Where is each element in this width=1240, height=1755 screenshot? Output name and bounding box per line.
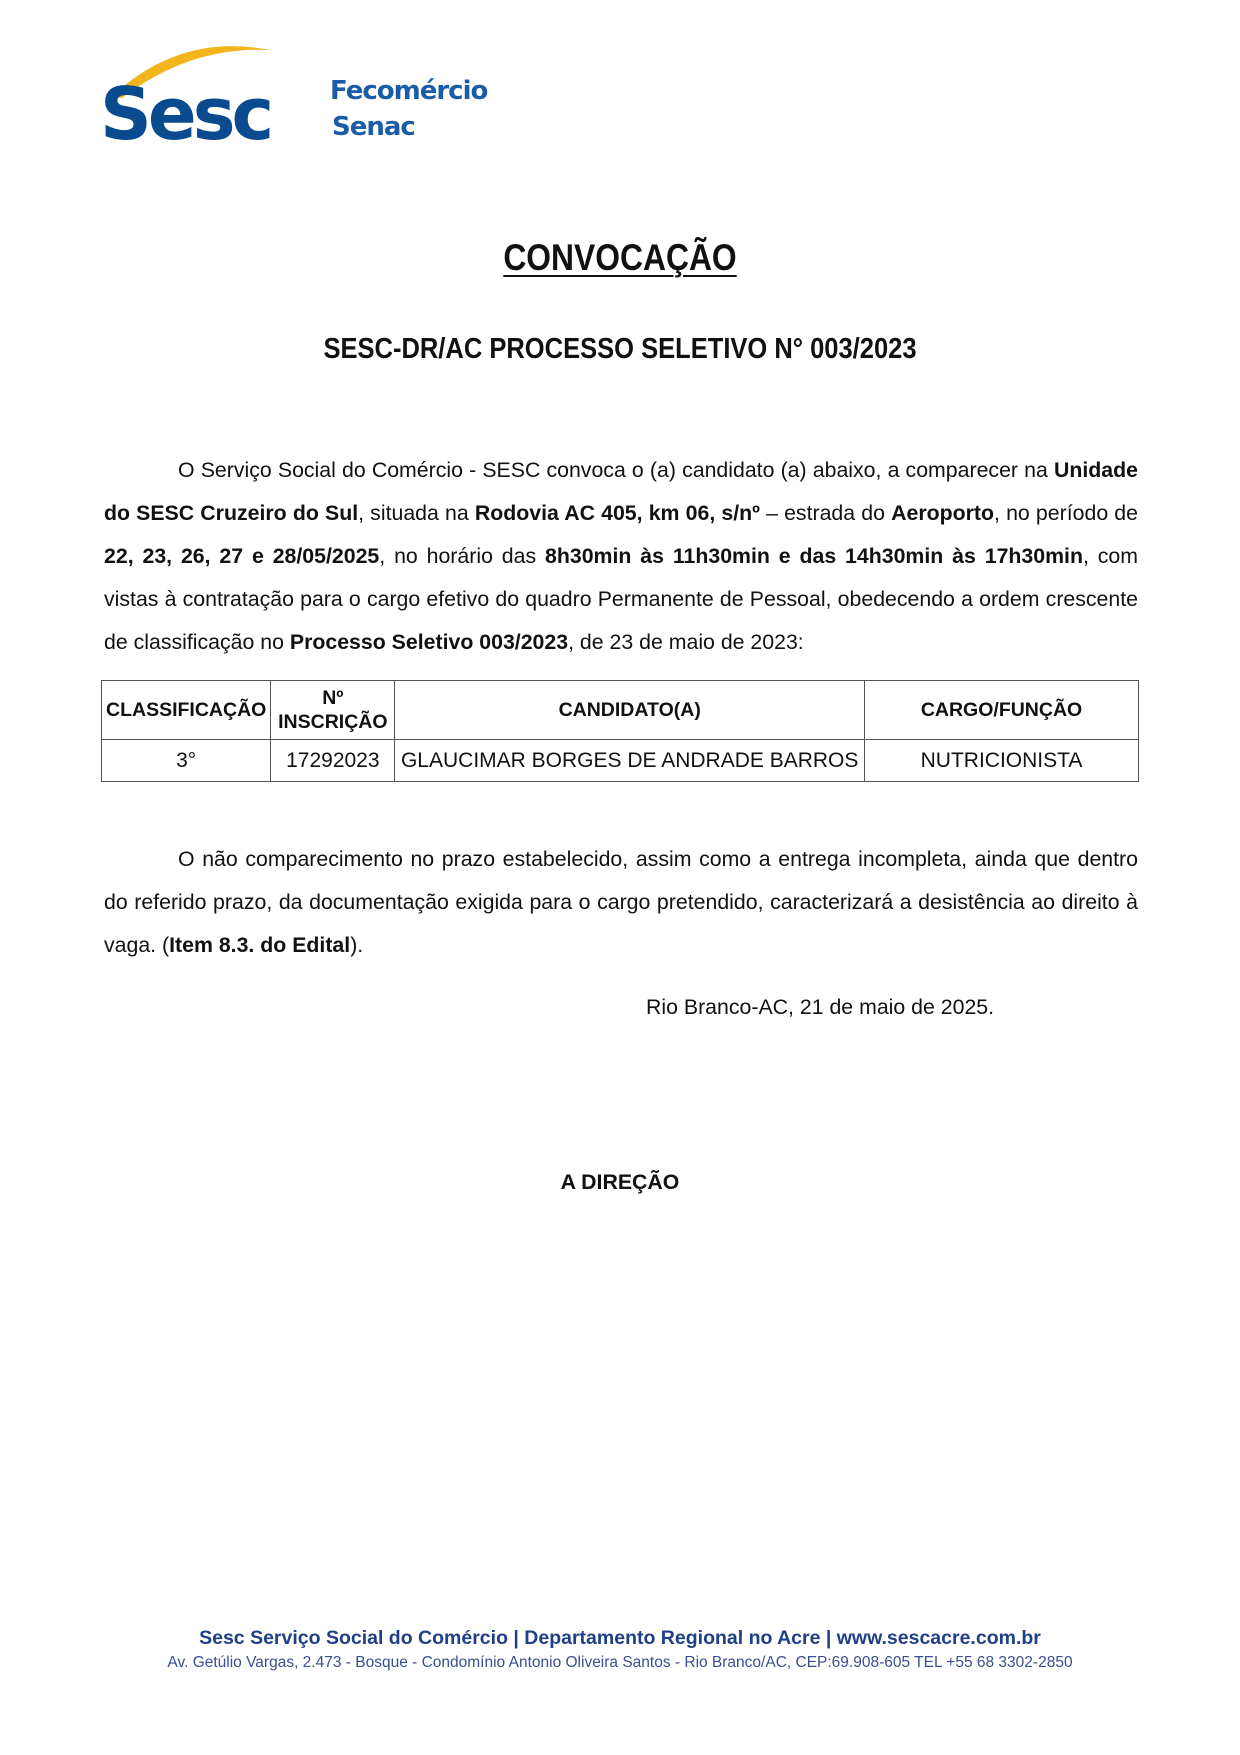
address: Rodovia AC 405, km 06, s/nº: [474, 501, 760, 525]
footer-address-line: Av. Getúlio Vargas, 2.473 - Bosque - Condomínio Antonio Oliveira Santos - Rio Branco/AC, CEP:69.908-605 TEL +55 68 3302-2850: [167, 1654, 1073, 1671]
text-run: – estrada do: [759, 501, 892, 525]
signature: A DIREÇÃO: [560, 1170, 680, 1194]
cell-classificacao: 3°: [102, 740, 271, 782]
address-landmark: Aeroporto: [891, 501, 995, 525]
candidate-table: [101, 680, 1139, 782]
table-header-row: [102, 681, 1139, 740]
header-inscricao-label: INSCRIÇÃO: [278, 711, 388, 733]
text-run: ).: [350, 933, 364, 957]
document-subtitle: SESC-DR/AC PROCESSO SELETIVO N° 003/2023: [323, 333, 917, 365]
place-date: Rio Branco-AC, 21 de maio de 2025.: [646, 995, 995, 1019]
document-title: CONVOCAÇÃO: [503, 237, 737, 278]
cell-candidato: GLAUCIMAR BORGES DE ANDRADE BARROS: [395, 740, 865, 782]
logo-fecomercio-text: Fecomércio: [330, 76, 488, 106]
hours: 8h30min às 11h30min e das 14h30min às 17h30min: [545, 544, 1083, 568]
cell-cargo: NUTRICIONISTA: [865, 740, 1139, 782]
footer-org-line: Sesc Serviço Social do Comércio | Departamento Regional no Acre | www.sescacre.com.br: [199, 1627, 1041, 1649]
text-run: O não comparecimento no prazo estabelecido, assim como a entrega incompleta, ainda que dentro do referido prazo, da documentação exigida para o cargo pretendido, caracterizará a desistência ao direito à vaga. (: [104, 847, 1138, 957]
header-inscricao: [271, 681, 395, 740]
header-classificacao: CLASSIFICAÇÃO: [102, 681, 271, 740]
dates: 22, 23, 26, 27 e 28/05/2025: [104, 544, 380, 568]
unit-name: Unidade do SESC Cruzeiro do Sul: [104, 458, 1138, 525]
text-run: O Serviço Social do Comércio - SESC convoca o (a) candidato (a) abaixo, a comparecer na: [178, 458, 1054, 482]
logo-sesc-wordmark: Sesc: [100, 72, 271, 156]
header-cargo: CARGO/FUNÇÃO: [865, 681, 1139, 740]
edital-reference: Item 8.3. do Edital: [169, 933, 351, 957]
text-run: , situada na: [358, 501, 475, 525]
warning-paragraph: [104, 838, 1138, 967]
text-run: , de 23 de maio de 2023:: [568, 630, 804, 654]
header-no-label: Nº: [322, 687, 344, 709]
text-run: , no horário das: [379, 544, 545, 568]
header-candidato: CANDIDATO(A): [395, 681, 865, 740]
text-run: , com vistas à contratação para o cargo efetivo do quadro Permanente de Pessoal, obedecendo a ordem crescente de classificação no: [104, 544, 1139, 654]
sesc-fecomercio-senac-logo: [100, 40, 520, 156]
cell-inscricao: 17292023: [271, 740, 395, 782]
table-row: [102, 740, 1139, 782]
convocation-paragraph: [104, 449, 1138, 664]
process-reference: Processo Seletivo 003/2023: [289, 630, 569, 654]
logo-senac-text: Senac: [332, 112, 415, 142]
text-run: , no período de: [994, 501, 1138, 525]
